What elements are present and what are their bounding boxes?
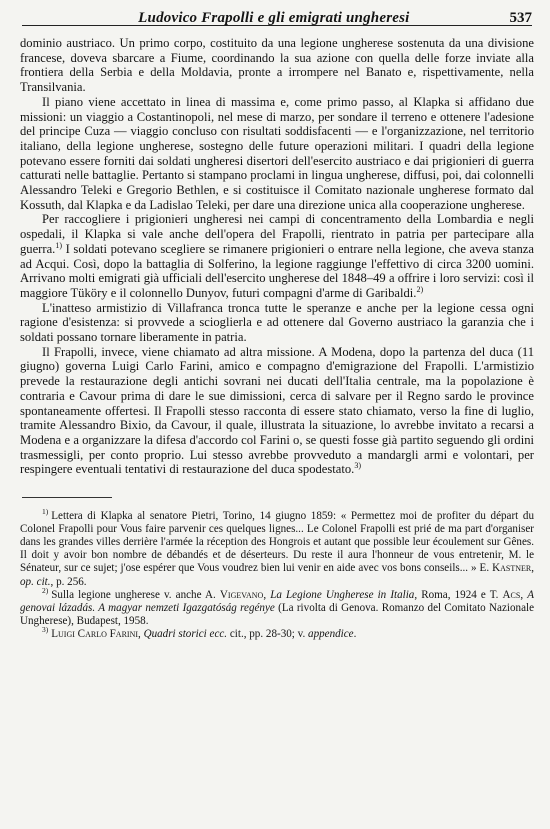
page-number: 537 bbox=[509, 10, 532, 26]
footnote-3 bbox=[20, 625, 534, 641]
body-text bbox=[20, 36, 534, 477]
paragraph-2: Il piano viene accettato in linea di massima e, come primo passo, al Klapka si affidano due missioni: un viaggio a Costantinopoli, nel mese di marzo, per sondare il terreno e ottenere l'adesione del principe Cuza — viaggio concluso con risultati soddisfacenti — e l'organizzazione, nel territorio italiano, della legione ungherese, sostegno delle future operazioni militari. I quadri della legione potevano essere forniti dai soldati ungheresi disertori dell'esercito austriaco e dai prigionieri di guerra catturati nelle battaglie. Pertanto si stampano proclami in lingua ungherese, diffusi, poi, dai colonnelli Alessandro Teleki e Gregorio Bethlen, e si costituisce il Comitato nazionale ungherese formato dal Kossuth, dal Klapka e da Ladislao Teleki, per dare una direzione unica alla cooperazione ungherese. bbox=[20, 94, 534, 212]
footnote-1 bbox=[20, 507, 534, 589]
footnote-3-text-c: . bbox=[353, 627, 357, 640]
footnote-3-number: 3) bbox=[42, 625, 49, 635]
footnote-2-text-c: , Roma, 1924 e T. bbox=[414, 588, 503, 601]
footnote-1-text-b: , bbox=[531, 562, 534, 575]
footnote-ref-3: 3) bbox=[354, 461, 361, 471]
footnote-3-author: Luigi Carlo Farini bbox=[51, 627, 139, 640]
footnote-2-author: Vigevano bbox=[219, 588, 264, 601]
footnote-2-text-e: (La rivolta di Genova. Romanzo del Comitato Nazionale Ungherese), Budapest, 1958. bbox=[20, 601, 534, 627]
footnote-3-cite: Quadri storici ecc. bbox=[143, 627, 228, 640]
footnote-ref-2: 2) bbox=[416, 284, 424, 294]
footnote-3-text-b: cit., pp. 28-30; v. bbox=[227, 627, 309, 640]
footnote-ref-1: 1) bbox=[55, 240, 62, 250]
footnote-2-text-b: , bbox=[263, 588, 271, 601]
footnote-2-number: 2) bbox=[42, 585, 49, 595]
paragraph-5-text: Il Frapolli, invece, viene chiamato ad altra missione. A Modena, dopo la partenza del duca (11 giugno) governa Luigi Carlo Farini, amico e compagno d'emigrazione del Frapolli. L'armistizio prevede la restaurazione degli antichi sovrani nei ducati dell'Italia centrale, ma la popolazione è contraria e Cavour prima di dare le sue dimissioni, cerca di salvare per il Regno sardo le province spontaneamente offertesi. Il Frapolli stesso racconta di essere stato chiamato, verso la fine di luglio, tramite Alessandro Bixio, da Cavour, il quale, illustrata la situazione, lo avrebbe invitato a recarsi a Modena e a organizzare la difesa d'accordo col Farini o, se questi fosse già partito seguendo gli ordini trasmessigli, per conto proprio. Lui stesso avrebbe provveduto a mandargli armi e volontari, per respingere eventuali tentativi di restaurazione del duca spodestato. bbox=[20, 344, 534, 477]
footnote-1-text-a: Lettera di Klapka al senatore Pietri, Torino, 14 giugno 1859: « Permettez moi de profiter du départ du Colonel Frapolli pour Vous faire parvenir ces quelques lignes... Le Colonel Frapolli est prié de ma part d'organiser dans les grandes villes derrière l'armée la réception des Hongrois et autant que possible leur écoulement sur Gênes. Il doit y avoir bon nombre de débandés et de déserteurs. Du reste il aura l'honneur de vous entretenir, M. le Sénateur, sur ce sujet; j'ose espérer que Vous voudrez bien lui venir en aide avec vos bons conseils... » E. bbox=[20, 510, 534, 575]
paragraph-4: L'inatteso armistizio di Villafranca tronca tutte le speranze e anche per la legione cessa ogni ragione d'esistenza: si provvede a scioglierla e ad ottenere dal Governo austriaco la garanzia che i soldati possano tornare liberamente in patria. bbox=[20, 300, 534, 345]
footnote-1-number: 1) bbox=[42, 507, 49, 517]
footnote-3-text-a: , bbox=[138, 627, 144, 640]
footnote-2 bbox=[20, 585, 534, 628]
footnote-2-text-a: Sulla legione ungherese v. anche A. bbox=[51, 588, 220, 601]
paragraph-5 bbox=[20, 345, 534, 477]
running-title: Ludovico Frapolli e gli emigrati ungheresi bbox=[138, 10, 410, 26]
footnote-2-cite: La Legione Ungherese in Italia bbox=[270, 588, 415, 601]
paragraph-1: dominio austriaco. Un primo corpo, costituito da una legione ungherese sostenuta da una divisione francese, doveva sbarcare a Fiume, coordinando la sua azione con quella delle forze inviate alla frontiera della Serbia e della Moldavia, pronte a irrompere nel Banato e, rispettivamente, nella Transilvania. bbox=[20, 36, 534, 95]
paragraph-3-text-b: I soldati potevano scegliere se rimanere prigionieri o entrare nella legione, che aveva stanza ad Acqui. Così, dopo la battaglia di Solferino, la legione raggiunge l'effettivo di circa 3200 uomini. Arrivano molti emigrati già ufficiali dell'esercito ungherese del 1848–49 a offrire i loro servizi: così il maggiore Tüköry e il colonnello Dunyov, futuri compagni d'arme di Garibaldi. bbox=[20, 241, 534, 300]
footnote-2-author-2: Acs bbox=[502, 588, 521, 601]
paragraph-3 bbox=[20, 212, 534, 300]
footnotes bbox=[20, 507, 534, 641]
footnote-3-cite-2: appendice bbox=[308, 627, 354, 640]
footnote-1-author: Kastner bbox=[492, 562, 532, 575]
footnote-1-cite: op. cit. bbox=[20, 575, 51, 588]
footnote-2-text-d: , bbox=[520, 588, 528, 601]
paragraph-3-text-a: Per raccogliere i prigionieri ungheresi nei campi di concentramento della Lombardia e negli ospedali, il Klapka si vale anche dell'opera del Frapolli, rientrato in patria per partecipare alla guerra. bbox=[20, 212, 534, 256]
page-header bbox=[22, 0, 532, 26]
footnote-separator bbox=[22, 497, 112, 498]
footnote-1-text-c: , p. 256. bbox=[50, 575, 87, 588]
footnote-2-cite-2: A genovai lázadás. A magyar nemzeti Igazgatóság regénye bbox=[20, 588, 534, 614]
